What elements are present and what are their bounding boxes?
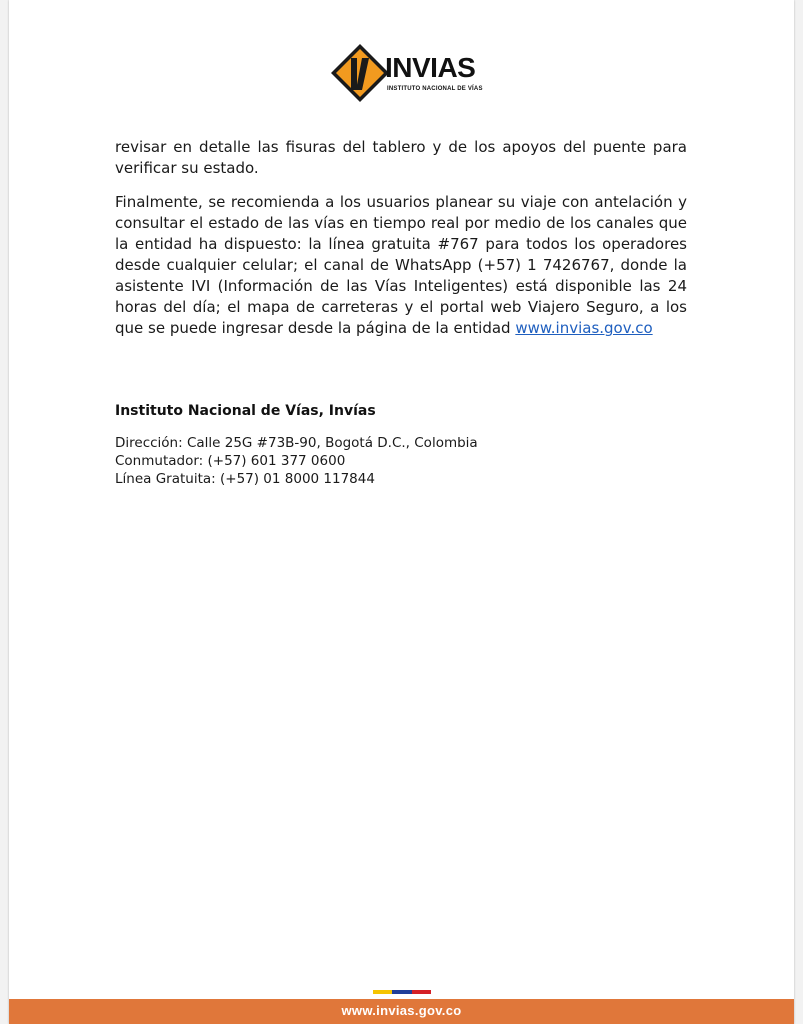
flag-blue [392,990,411,994]
footer-bar [9,999,794,1024]
logo-wordmark: INVIAS [385,52,476,83]
paragraph-1: revisar en detalle las fisuras del tablero y de los apoyos del puente para verificar su estado. [115,138,687,177]
contact-address: Dirección: Calle 25G #73B-90, Bogotá D.C., Colombia [115,435,478,451]
flag-red [412,990,431,994]
invias-website-link[interactable]: www.invias.gov.co [515,319,653,337]
invias-logo [329,42,489,104]
flag-yellow [373,990,392,994]
signature-name: Instituto Nacional de Vías, Invías [115,403,376,419]
invias-logo-mark-icon [329,42,391,104]
contact-phone: Conmutador: (+57) 601 377 0600 [115,453,346,469]
colombia-flag-stripe [373,990,431,994]
paragraph-2-text: Finalmente, se recomienda a los usuarios planear su viaje con antelación y consultar el estado de las vías en tiempo real por medio de los canales que la entidad ha dispuesto: la línea gratuita #767 para todos los operadores desde cualquier celular; el canal de WhatsApp (+57) 1 7426767, donde la asistente IVI (Información de las Vías Inteligentes) está disponible las 24 horas del día; el mapa de carreteras y el portal web Viajero Seguro, a los que se puede ingresar desde la página de la entidad [115,193,687,337]
logo-subtitle: INSTITUTO NACIONAL DE VÍAS [387,86,483,92]
paragraph-2 [115,192,687,339]
footer-url: www.invias.gov.co [341,1003,462,1018]
document-page [9,0,794,1024]
contact-toll-free: Línea Gratuita: (+57) 01 8000 117844 [115,471,375,487]
